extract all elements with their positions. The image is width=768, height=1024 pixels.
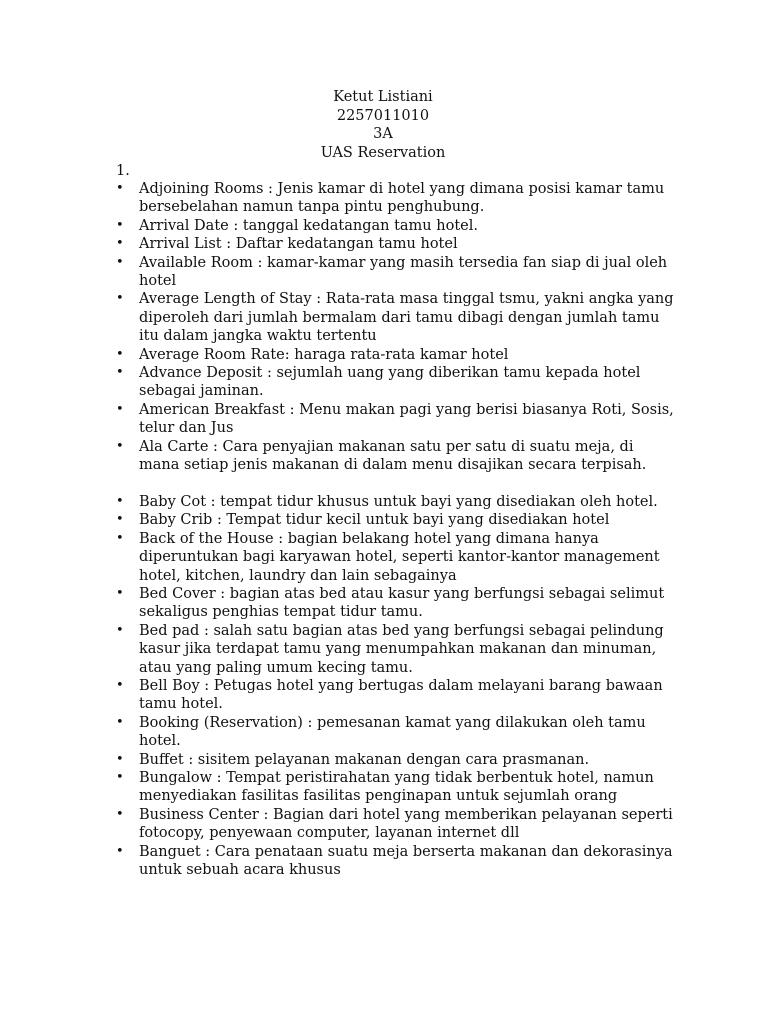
list-item-text: Average Length of Stay : Rata-rata masa tinggal tsmu, yakni angka yang diperoleh dari jumlah bermalam dari tamu dibagi dengan jumlah tamu itu dalam jangka waktu tertentu bbox=[139, 291, 674, 345]
list-item-text: Arrival Date : tanggal kedatangan tamu hotel. bbox=[139, 217, 478, 234]
list-item bbox=[116, 254, 676, 291]
bullet-icon: • bbox=[116, 530, 124, 546]
list-item-text: Bed Cover : bagian atas bed atau kasur yang berfungsi sebagai selimut sekaligus penghias tempat tidur tamu. bbox=[139, 585, 665, 621]
bullet-icon: • bbox=[116, 843, 124, 859]
list-item-text: Business Center : Bagian dari hotel yang memberikan pelayanan seperti fotocopy, penyewaan computer, layanan internet dll bbox=[139, 806, 673, 842]
list-item bbox=[116, 530, 676, 585]
class-label: 3A bbox=[373, 126, 393, 142]
section-number: 1. bbox=[116, 163, 130, 179]
list-item bbox=[116, 677, 676, 714]
list-item-text: Bell Boy : Petugas hotel yang bertugas dalam melayani barang bawaan tamu hotel. bbox=[139, 677, 663, 713]
list-item-text: Booking (Reservation) : pemesanan kamat yang dilakukan oleh tamu hotel. bbox=[139, 714, 646, 750]
bullet-icon: • bbox=[116, 346, 124, 362]
list-item bbox=[116, 217, 676, 235]
bullet-icon: • bbox=[116, 236, 124, 252]
list-item-text: Available Room : kamar-kamar yang masih tersedia fan siap di jual oleh hotel bbox=[139, 254, 668, 290]
list-item-text: Buffet : sisitem pelayanan makanan dengan cara prasmanan. bbox=[139, 751, 590, 768]
author-name: Ketut Listiani bbox=[333, 89, 433, 105]
list-item-text: Banguet : Cara penataan suatu meja berserta makanan dan dekorasinya untuk sebuah acara khusus bbox=[139, 843, 673, 879]
bullet-icon: • bbox=[116, 769, 124, 785]
list-item bbox=[116, 493, 676, 511]
list-item-text: Average Room Rate: haraga rata-rata kamar hotel bbox=[139, 346, 509, 363]
list-item-text: American Breakfast : Menu makan pagi yang berisi biasanya Roti, Sosis, telur dan Jus bbox=[139, 401, 674, 437]
list-item-text: Arrival List : Daftar kedatangan tamu hotel bbox=[139, 236, 458, 253]
bullet-icon: • bbox=[116, 622, 124, 638]
list-item bbox=[116, 401, 676, 438]
bullet-icon: • bbox=[116, 438, 124, 454]
list-item bbox=[116, 511, 676, 529]
list-item-text: Bed pad : salah satu bagian atas bed yang berfungsi sebagai pelindung kasur jika terdapat tamu yang menumpahkan makanan dan minuman, atau yang paling umum kecing tamu. bbox=[139, 622, 664, 676]
list-item bbox=[116, 714, 676, 751]
list-item-text: Adjoining Rooms : Jenis kamar di hotel yang dimana posisi kamar tamu bersebelahan namun tanpa pintu penghubung. bbox=[139, 181, 665, 216]
list-item bbox=[116, 751, 676, 769]
bullet-icon: • bbox=[116, 254, 124, 270]
list-item-text: Baby Cot : tempat tidur khusus untuk bayi yang disediakan oleh hotel. bbox=[139, 493, 658, 510]
bullet-icon: • bbox=[116, 401, 124, 417]
bullet-icon: • bbox=[116, 181, 124, 196]
bullet-icon: • bbox=[116, 806, 124, 822]
bullet-icon: • bbox=[116, 751, 124, 767]
term-list bbox=[116, 180, 676, 879]
list-item bbox=[116, 769, 676, 806]
list-item bbox=[116, 346, 676, 364]
bullet-icon: • bbox=[116, 217, 124, 233]
list-item-text: Baby Crib : Tempat tidur kecil untuk bayi yang disediakan hotel bbox=[139, 512, 610, 529]
bullet-icon: • bbox=[116, 512, 124, 528]
list-item bbox=[116, 364, 676, 401]
list-item bbox=[116, 290, 676, 345]
list-item bbox=[116, 806, 676, 843]
list-item bbox=[116, 180, 676, 217]
list-item-text: Advance Deposit : sejumlah uang yang diberikan tamu kepada hotel sebagai jaminan. bbox=[139, 365, 641, 400]
list-item bbox=[116, 438, 676, 475]
bullet-icon: • bbox=[116, 365, 124, 381]
bullet-icon: • bbox=[116, 677, 124, 693]
bullet-icon: • bbox=[116, 714, 124, 730]
list-item-text: Ala Carte : Cara penyajian makanan satu per satu di suatu meja, di mana setiap jenis makanan di dalam menu disajikan secara terpisah. bbox=[139, 438, 647, 474]
list-item bbox=[116, 843, 676, 880]
bullet-icon: • bbox=[116, 585, 124, 601]
list-item-text: Bungalow : Tempat peristirahatan yang tidak berbentuk hotel, namun menyediakan fasilitas fasilitas penginapan untuk sejumlah orang bbox=[139, 769, 654, 805]
document-header bbox=[0, 88, 768, 162]
list-item bbox=[116, 585, 676, 622]
bullet-icon: • bbox=[116, 291, 124, 307]
document-title: UAS Reservation bbox=[320, 144, 446, 161]
list-item bbox=[116, 622, 676, 677]
list-item bbox=[116, 235, 676, 253]
student-id: 2257011010 bbox=[336, 107, 430, 124]
bullet-icon: • bbox=[116, 493, 124, 509]
list-item-text: Back of the House : bagian belakang hotel yang dimana hanya diperuntukan bagi karyawan hotel, seperti kantor-kantor management hotel, kitchen, laundry dan lain sebagainya bbox=[139, 530, 660, 584]
